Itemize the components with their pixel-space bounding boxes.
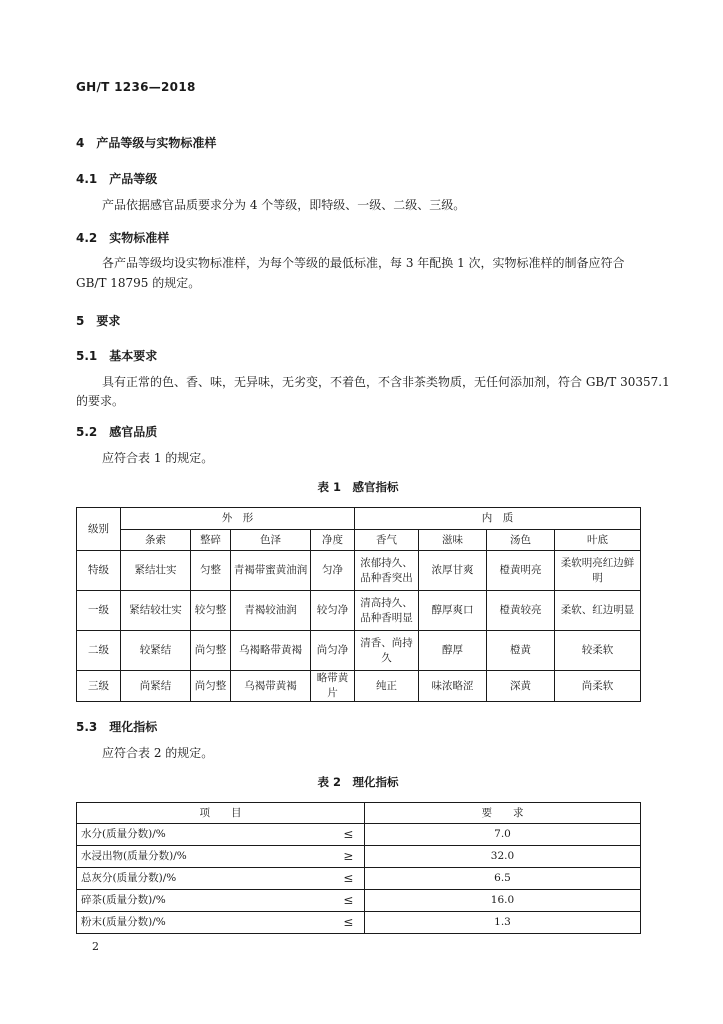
item-cell: 水浸出物(质量分数)/% [77, 846, 333, 868]
value-cell: 16.0 [365, 890, 641, 912]
table-cell: 较紧结 [121, 631, 191, 671]
table-cell: 橙黄 [487, 631, 555, 671]
comparison-symbol: ≤ [333, 912, 365, 934]
table-row [77, 631, 641, 671]
section-5-3-text: 应符合表 2 的规定。 [102, 746, 214, 760]
table-cell: 乌褐略带黄褐 [231, 631, 311, 671]
section-5-1-heading: 5.1 基本要求 [76, 349, 158, 363]
table-cell: 橙黄明亮 [487, 551, 555, 591]
requirement-header: 要 求 [365, 803, 641, 824]
table-cell: 醇厚爽口 [419, 591, 487, 631]
table-row [77, 890, 641, 912]
table-cell: 味浓略涩 [419, 671, 487, 702]
item-cell: 粉末(质量分数)/% [77, 912, 333, 934]
document-header: GH/T 1236—2018 [76, 80, 196, 94]
table-row [77, 824, 641, 846]
subheader: 整碎 [191, 530, 231, 551]
table-cell: 较柔软 [555, 631, 641, 671]
table-cell: 尚柔软 [555, 671, 641, 702]
table-row [77, 671, 641, 702]
table-cell: 橙黄较亮 [487, 591, 555, 631]
section-4-2-heading: 4.2 实物标准样 [76, 231, 170, 245]
value-cell: 32.0 [365, 846, 641, 868]
appearance-group-header: 外 形 [121, 508, 355, 530]
grade-cell: 二级 [77, 631, 121, 671]
table-cell: 浓厚甘爽 [419, 551, 487, 591]
table-cell: 匀整 [191, 551, 231, 591]
table-cell: 浓郁持久、品种香突出 [355, 551, 419, 591]
item-cell: 碎茶(质量分数)/% [77, 890, 333, 912]
comparison-symbol: ≤ [333, 868, 365, 890]
table-cell: 清高持久、品种香明显 [355, 591, 419, 631]
table-2-caption: 表 2 理化指标 [317, 775, 399, 789]
section-4-1-text: 产品依据感官品质要求分为 4 个等级，即特级、一级、二级、三级。 [102, 198, 466, 212]
table-row [77, 846, 641, 868]
section-4-heading: 4 产品等级与实物标准样 [76, 136, 217, 150]
subheader: 叶底 [555, 530, 641, 551]
subheader: 条索 [121, 530, 191, 551]
table-cell: 纯正 [355, 671, 419, 702]
section-5-2-text: 应符合表 1 的规定。 [102, 451, 214, 465]
subheader: 香气 [355, 530, 419, 551]
table-row [77, 591, 641, 631]
table-cell: 尚匀整 [191, 631, 231, 671]
section-4-2-text-line2: GB/T 18795 的规定。 [76, 276, 201, 290]
table-cell: 深黄 [487, 671, 555, 702]
subheader: 色泽 [231, 530, 311, 551]
table-cell: 青褐带蜜黄油润 [231, 551, 311, 591]
table-cell: 尚匀净 [311, 631, 355, 671]
subheader: 净度 [311, 530, 355, 551]
item-header: 项 目 [77, 803, 365, 824]
section-5-1-text-line1: 具有正常的色、香、味，无异味，无劣变，不着色，不含非茶类物质，无任何添加剂，符合 GB/T 30357.1 [102, 375, 670, 389]
item-cell: 总灰分(质量分数)/% [77, 868, 333, 890]
table-cell: 略带黄片 [311, 671, 355, 702]
section-4-1-heading: 4.1 产品等级 [76, 172, 158, 186]
table-cell: 醇厚 [419, 631, 487, 671]
table-row [77, 868, 641, 890]
grade-cell: 三级 [77, 671, 121, 702]
table-cell: 柔软、红边明显 [555, 591, 641, 631]
comparison-symbol: ≥ [333, 846, 365, 868]
table-cell: 较匀整 [191, 591, 231, 631]
table-cell: 较匀净 [311, 591, 355, 631]
value-cell: 1.3 [365, 912, 641, 934]
table-cell: 青褐较油润 [231, 591, 311, 631]
comparison-symbol: ≤ [333, 824, 365, 846]
section-5-1-text-line2: 的要求。 [76, 394, 125, 408]
table-cell: 匀净 [311, 551, 355, 591]
subheader: 汤色 [487, 530, 555, 551]
grade-header: 级别 [77, 508, 121, 551]
table-sensory [76, 507, 641, 702]
value-cell: 7.0 [365, 824, 641, 846]
page-number: 2 [92, 940, 99, 953]
section-5-2-heading: 5.2 感官品质 [76, 425, 158, 439]
table-cell: 乌褐带黄褐 [231, 671, 311, 702]
table-cell: 紧结壮实 [121, 551, 191, 591]
section-5-heading: 5 要求 [76, 314, 121, 328]
value-cell: 6.5 [365, 868, 641, 890]
table-physicochemical [76, 802, 641, 934]
section-4-2-text-line1: 各产品等级均设实物标准样，为每个等级的最低标准，每 3 年配换 1 次，实物标准样的制备应符合 [102, 256, 625, 270]
table-cell: 清香、尚持久 [355, 631, 419, 671]
table-cell: 柔软明亮红边鲜明 [555, 551, 641, 591]
table-row [77, 551, 641, 591]
grade-cell: 一级 [77, 591, 121, 631]
table-cell: 尚紧结 [121, 671, 191, 702]
subheader: 滋味 [419, 530, 487, 551]
table-cell: 紧结较壮实 [121, 591, 191, 631]
grade-cell: 特级 [77, 551, 121, 591]
section-5-3-heading: 5.3 理化指标 [76, 720, 158, 734]
table-cell: 尚匀整 [191, 671, 231, 702]
comparison-symbol: ≤ [333, 890, 365, 912]
table-1-caption: 表 1 感官指标 [317, 480, 399, 494]
item-cell: 水分(质量分数)/% [77, 824, 333, 846]
inner-quality-group-header: 内 质 [355, 508, 641, 530]
table-row [77, 912, 641, 934]
